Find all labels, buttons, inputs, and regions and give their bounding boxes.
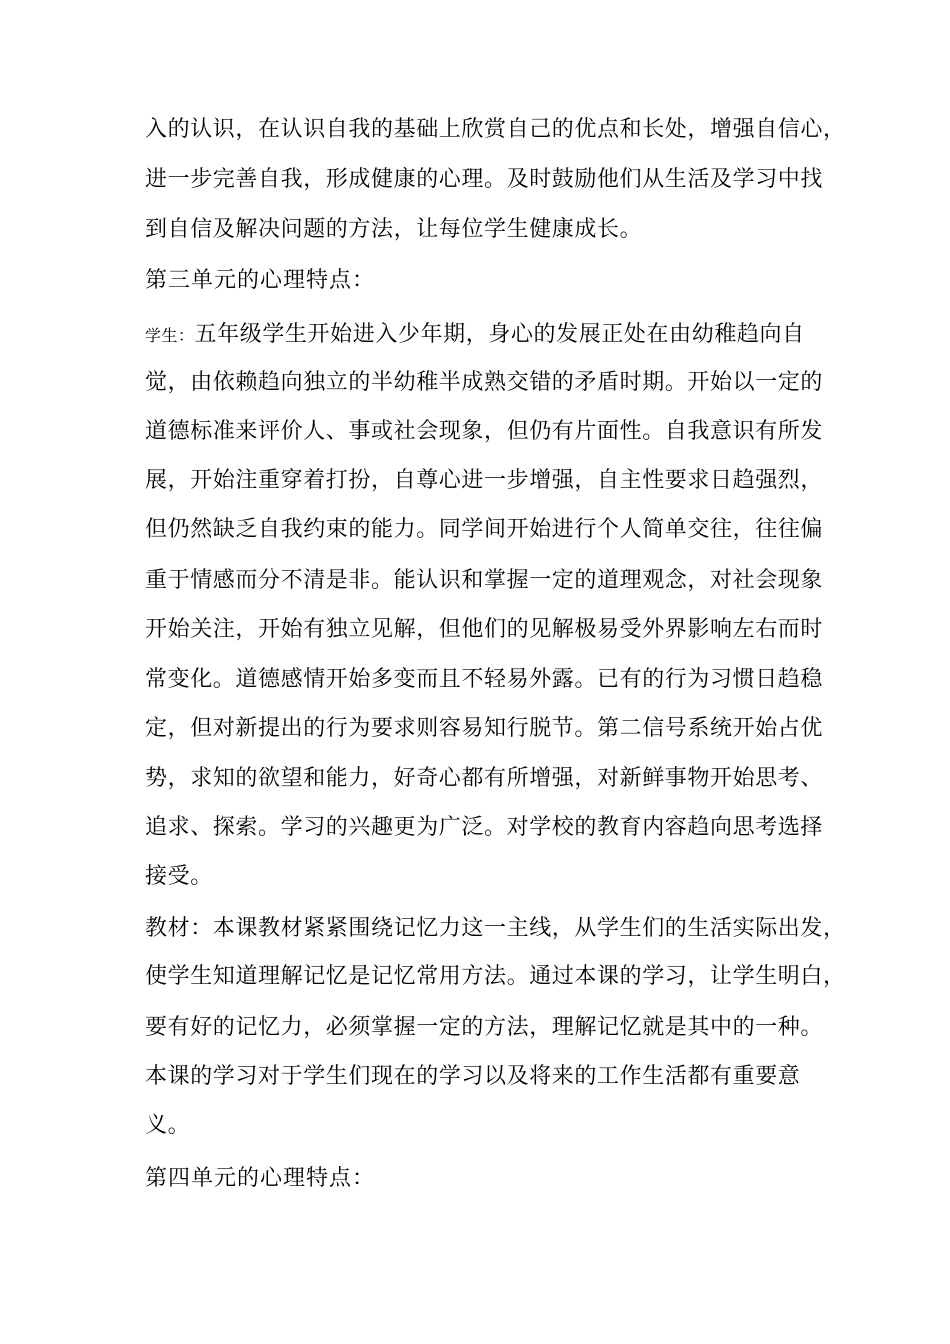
paragraph-line: 接受。	[145, 864, 213, 889]
paragraph-line: 常变化。道德感情开始多变而且不轻易外露。已有的行为习惯日趋稳	[145, 667, 824, 692]
paragraph-line: 使学生知道理解记忆是记忆常用方法。通过本课的学习，让学生明白，	[145, 964, 846, 989]
paragraph-line: 开始关注，开始有独立见解，但他们的见解极易受外界影响左右而时	[145, 617, 824, 642]
student-text: 五年级学生开始进入少年期，身心的发展正处在由幼稚趋向自	[194, 322, 805, 347]
paragraph-line: 势，求知的欲望和能力，好奇心都有所增强，对新鲜事物开始思考、	[145, 766, 824, 791]
paragraph-line: 展，开始注重穿着打扮，自尊心进一步增强，自主性要求日趋强烈，	[145, 468, 824, 493]
section-heading-unit4: 第四单元的心理特点：	[145, 1166, 376, 1191]
paragraph-line: 到自信及解决问题的方法，让每位学生健康成长。	[145, 217, 643, 242]
paragraph-line: 进一步完善自我，形成健康的心理。及时鼓励他们从生活及学习中找	[145, 167, 824, 192]
paragraph-line: 义。	[145, 1113, 191, 1138]
paragraph-line: 本课的学习对于学生们现在的学习以及将来的工作生活都有重要意	[145, 1064, 801, 1089]
paragraph-line: 教材：本课教材紧紧围绕记忆力这一主线，从学生们的生活实际出发，	[145, 916, 846, 941]
section-heading-unit3: 第三单元的心理特点：	[145, 268, 376, 293]
paragraph-line: 定，但对新提出的行为要求则容易知行脱节。第二信号系统开始占优	[145, 716, 824, 741]
paragraph-line	[145, 320, 805, 351]
paragraph-line: 重于情感而分不清是非。能认识和掌握一定的道理观念，对社会现象	[145, 568, 824, 593]
student-label: 学生：	[145, 326, 195, 345]
paragraph-line: 觉，由依赖趋向独立的半幼稚半成熟交错的矛盾时期。开始以一定的	[145, 370, 824, 395]
paragraph-line: 但仍然缺乏自我约束的能力。同学间开始进行个人简单交往，往往偏	[145, 517, 824, 542]
paragraph-line: 要有好的记忆力，必须掌握一定的方法，理解记忆就是其中的一种。	[145, 1015, 824, 1040]
paragraph-line: 追求、探索。学习的兴趣更为广泛。对学校的教育内容趋向思考选择	[145, 815, 824, 840]
paragraph-line: 道德标准来评价人、事或社会现象，但仍有片面性。自我意识有所发	[145, 419, 824, 444]
paragraph-line: 入的认识，在认识自我的基础上欣赏自己的优点和长处，增强自信心，	[145, 117, 846, 142]
